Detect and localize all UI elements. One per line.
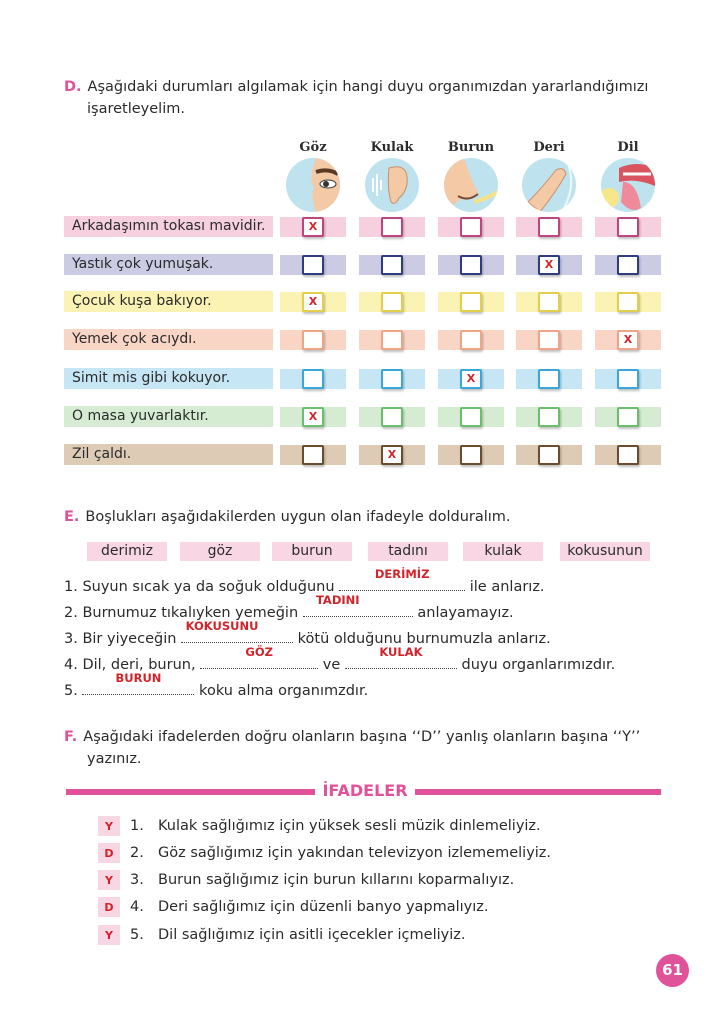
checkbox-dil[interactable] — [617, 255, 639, 275]
row-label: Yastık çok yumuşak. — [64, 254, 273, 275]
section-f-instruction — [64, 726, 640, 770]
checkbox-göz[interactable] — [302, 255, 324, 275]
checkbox-kulak[interactable] — [381, 369, 403, 389]
answer-text: KOKUSUNU — [185, 619, 259, 633]
word-bank-item: tadını — [368, 542, 448, 561]
checkbox-kulak[interactable] — [381, 330, 403, 350]
checkbox-deri[interactable] — [538, 292, 560, 312]
checkbox-deri[interactable] — [538, 445, 560, 465]
checkbox-dil[interactable] — [617, 217, 639, 237]
checkbox-göz[interactable]: X — [302, 217, 324, 237]
blank[interactable] — [82, 671, 194, 695]
instruction-text: yazınız. — [87, 751, 142, 767]
sentence-text: 2. Burnumuz tıkalıyken yemeğin — [64, 605, 303, 621]
row-label: O masa yuvarlaktır. — [64, 406, 273, 427]
sentence-text: 1. Suyun sıcak ya da soğuk olduğunu — [64, 579, 340, 595]
checkbox-dil[interactable] — [617, 445, 639, 465]
sentence-text: ile anlarız. — [465, 579, 545, 595]
checkbox-burun[interactable]: X — [460, 369, 482, 389]
row-label: Arkadaşımın tokası mavidir. — [64, 216, 273, 237]
checkbox-burun[interactable] — [460, 407, 482, 427]
answer-text: GÖZ — [245, 645, 273, 659]
checkbox-kulak[interactable]: X — [381, 445, 403, 465]
column-header-dil: Dil — [617, 140, 639, 155]
statement-text: Burun sağlığımız için burun kıllarını koparmalıyız. — [158, 872, 515, 888]
checkbox-göz[interactable] — [302, 369, 324, 389]
checkbox-burun[interactable] — [460, 217, 482, 237]
column-header-göz: Göz — [299, 140, 327, 155]
item-number: 4. — [130, 899, 144, 915]
checkbox-deri[interactable] — [538, 217, 560, 237]
section-letter: E. — [64, 509, 80, 525]
checkbox-deri[interactable] — [538, 369, 560, 389]
checkbox-kulak[interactable] — [381, 292, 403, 312]
sentence-text: anlayamayız. — [412, 605, 514, 621]
blank[interactable] — [303, 593, 413, 617]
nose-icon — [444, 158, 498, 212]
instruction-text: Aşağıdaki durumları algılamak için hangi duyu organımızdan yararlandığımızı — [87, 79, 649, 95]
checkbox-göz[interactable]: X — [302, 292, 324, 312]
statement-item — [98, 816, 541, 836]
word-bank-item: derimiz — [87, 542, 167, 561]
statements-header: İFADELER — [322, 781, 408, 800]
column-header-kulak: Kulak — [370, 140, 414, 155]
sentence-5 — [64, 671, 369, 701]
answer-text: BURUN — [115, 671, 162, 685]
page-number: 61 — [656, 954, 689, 987]
finger-skin-icon — [522, 158, 576, 212]
ear-icon — [365, 158, 419, 212]
sentence-text: 3. Bir yiyeceğin — [64, 631, 182, 647]
statement-item — [98, 843, 551, 863]
word-bank-item: kulak — [463, 542, 543, 561]
checkbox-dil[interactable] — [617, 292, 639, 312]
item-number: 5. — [130, 927, 144, 943]
checkbox-deri[interactable] — [538, 407, 560, 427]
sentence-text: 4. Dil, deri, burun, — [64, 657, 201, 673]
answer-box[interactable]: Y — [98, 816, 120, 836]
sentence-text: duyu organlarımızdır. — [456, 657, 616, 673]
item-number: 2. — [130, 845, 144, 861]
word-bank-item: burun — [272, 542, 352, 561]
checkbox-göz[interactable] — [302, 330, 324, 350]
sentence-text: ve — [318, 657, 345, 673]
checkbox-kulak[interactable] — [381, 255, 403, 275]
checkbox-dil[interactable]: X — [617, 330, 639, 350]
section-e-instruction — [64, 506, 511, 528]
checkbox-deri[interactable] — [538, 330, 560, 350]
checkbox-burun[interactable] — [460, 445, 482, 465]
column-header-deri: Deri — [533, 140, 565, 155]
answer-box[interactable]: Y — [98, 925, 120, 945]
blank[interactable] — [200, 645, 318, 669]
answer-text: KULAK — [379, 645, 423, 659]
sentence-text: kötü olduğunu burnumuzla anlarız. — [293, 631, 551, 647]
checkbox-deri[interactable]: X — [538, 255, 560, 275]
instruction-text: Aşağıdaki ifadelerden doğru olanların başına ‘‘D’’ yanlış olanların başına ‘‘Y’’ — [83, 729, 641, 745]
statement-text: Deri sağlığımız için düzenli banyo yapmalıyız. — [158, 899, 489, 915]
blank[interactable] — [345, 645, 457, 669]
sentence-text: koku alma organımzdır. — [194, 683, 369, 699]
statement-item — [98, 870, 514, 890]
checkbox-burun[interactable] — [460, 255, 482, 275]
section-letter: D. — [64, 79, 82, 95]
item-number: 3. — [130, 872, 144, 888]
checkbox-burun[interactable] — [460, 330, 482, 350]
word-bank-item: göz — [180, 542, 260, 561]
tongue-icon — [601, 158, 655, 212]
statement-item — [98, 925, 465, 945]
checkbox-göz[interactable] — [302, 445, 324, 465]
section-d-instruction — [64, 76, 648, 120]
checkbox-burun[interactable] — [460, 292, 482, 312]
statement-text: Göz sağlığımız için yakından televizyon izlememeliyiz. — [158, 845, 552, 861]
checkbox-kulak[interactable] — [381, 217, 403, 237]
divider — [66, 789, 315, 795]
eye-icon — [286, 158, 340, 212]
checkbox-dil[interactable] — [617, 407, 639, 427]
item-number: 1. — [130, 818, 144, 834]
statement-text: Kulak sağlığımız için yüksek sesli müzik dinlemeliyiz. — [158, 818, 541, 834]
row-label: Simit mis gibi kokuyor. — [64, 368, 273, 389]
instruction-text: işaretleyelim. — [87, 101, 185, 117]
checkbox-göz[interactable]: X — [302, 407, 324, 427]
sentence-2 — [64, 593, 514, 623]
checkbox-dil[interactable] — [617, 369, 639, 389]
sentence-text: 5. — [64, 683, 83, 699]
row-label: Çocuk kuşa bakıyor. — [64, 291, 273, 312]
answer-box[interactable]: Y — [98, 870, 120, 890]
row-label: Yemek çok acıydı. — [64, 329, 273, 350]
answer-box[interactable]: D — [98, 843, 120, 863]
checkbox-kulak[interactable] — [381, 407, 403, 427]
answer-box[interactable]: D — [98, 897, 120, 917]
column-header-burun: Burun — [447, 140, 495, 155]
divider — [415, 789, 661, 795]
answer-text: DERİMİZ — [374, 567, 430, 581]
section-letter: F. — [64, 729, 78, 745]
row-label: Zil çaldı. — [64, 444, 273, 465]
word-bank-item: kokusunun — [560, 542, 650, 561]
statement-item — [98, 897, 489, 917]
statement-text: Dil sağlığımız için asitli içecekler içmeliyiz. — [158, 927, 466, 943]
instruction-text: Boşlukları aşağıdakilerden uygun olan ifadeyle dolduralım. — [85, 509, 511, 525]
answer-text: TADINI — [315, 593, 360, 607]
